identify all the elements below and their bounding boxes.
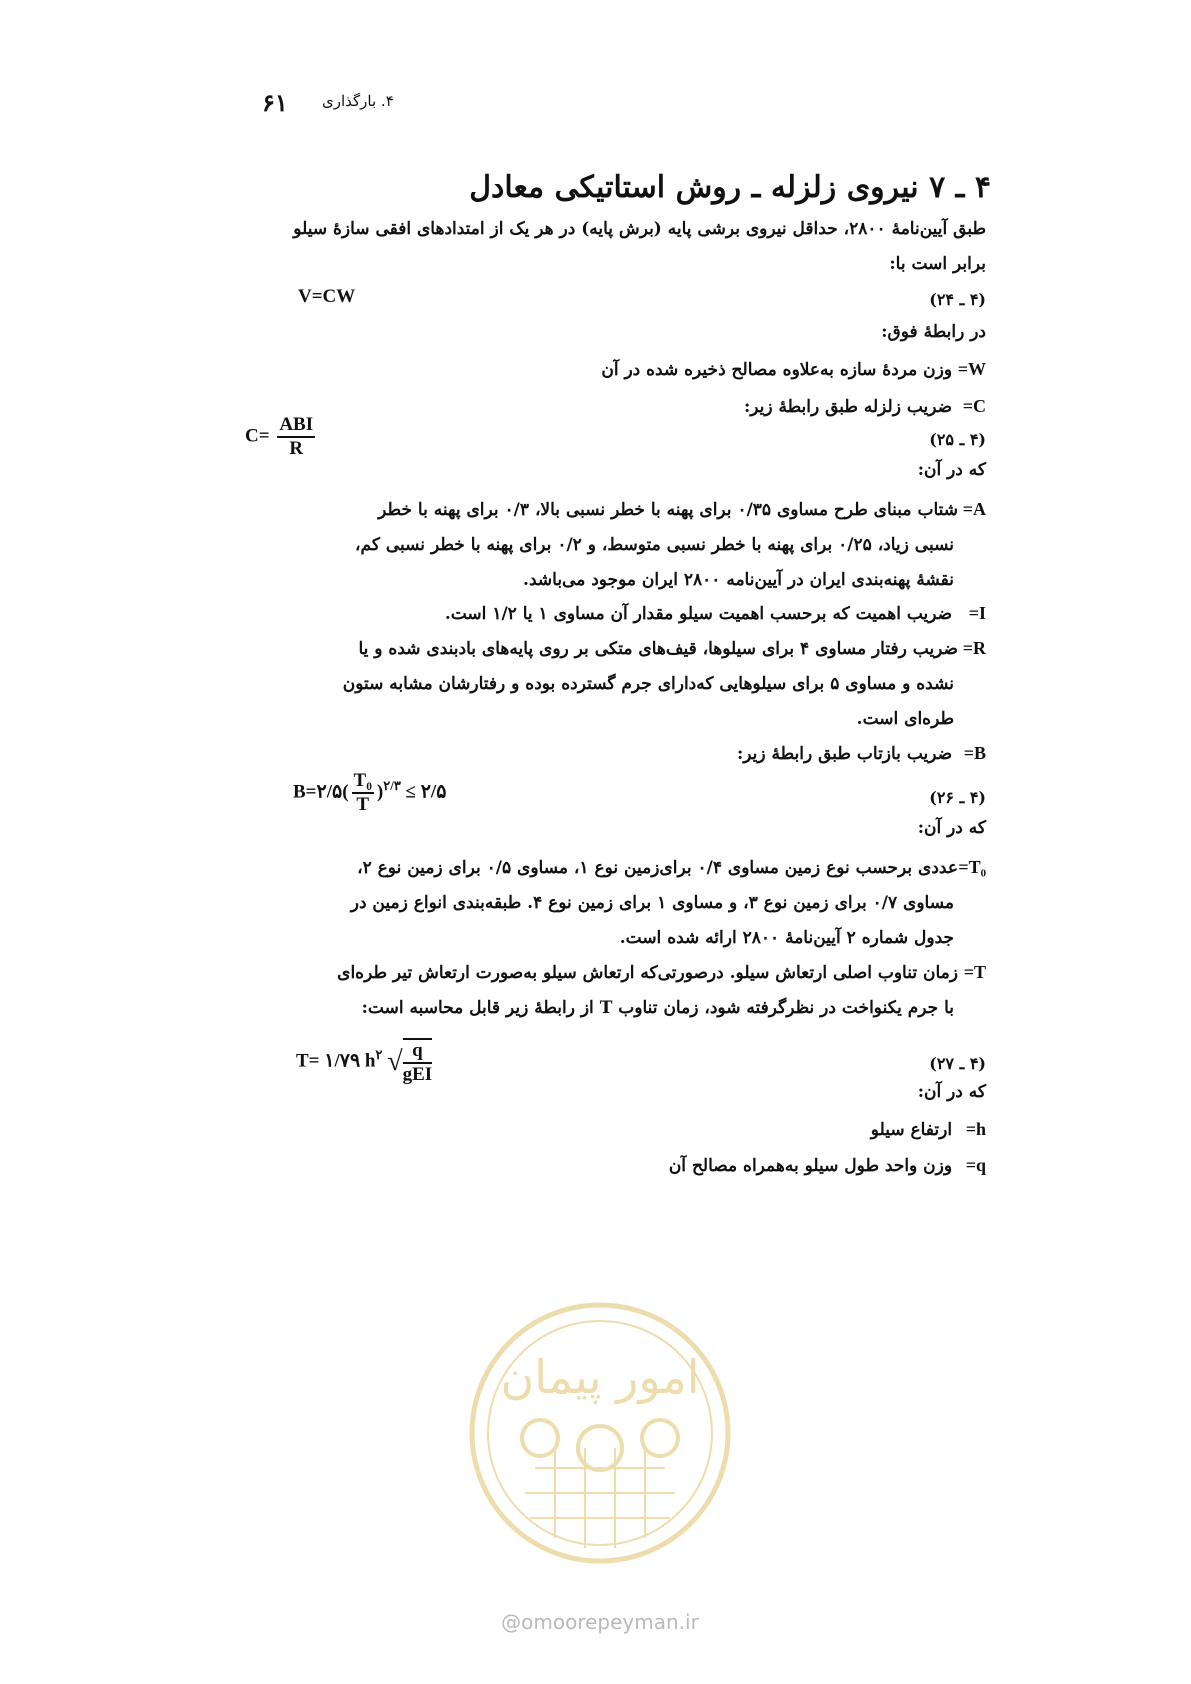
definition-q: [241, 1148, 986, 1184]
definition-T0: [241, 850, 986, 956]
equation-27-label: (۴ ـ ۲۷): [929, 1054, 986, 1073]
definition-T0-line-3: جدول شماره ۲ آیین‌نامهٔ ۲۸۰۰ ارائه شده است.: [619, 928, 954, 948]
equation-26-fraction: [352, 770, 374, 816]
watermark-url: @omoorepeyman.ir: [501, 1610, 699, 1634]
definition-A-line-3: نقشهٔ پهنه‌بندی ایران در آیین‌نامه ۲۸۰۰ ایران موجود می‌باشد.: [523, 570, 954, 590]
definition-R: [241, 631, 986, 737]
where-label-3: که در آن:: [917, 1082, 986, 1102]
watermark-logo-text: امور پیمان: [500, 1350, 700, 1404]
watermark-logo-icon: [465, 1298, 735, 1568]
definition-C-text: ضریب زلزله طبق رابطهٔ زیر:: [743, 397, 953, 417]
equation-24: V=CW: [298, 286, 356, 307]
symbol-I: I=: [968, 603, 986, 623]
definition-B: [241, 736, 986, 772]
section-title: ۴ ـ ۷ نیروی زلزله ـ روش استاتیکی معادل: [469, 170, 991, 205]
intro-line-1: طبق آیین‌نامهٔ ۲۸۰۰، حداقل نیروی برشی پایه (برش پایه) در هر یک از امتدادهای افقی سازهٔ سیلو: [293, 219, 986, 239]
intro-paragraph: [241, 212, 986, 282]
equation-27-fraction: [403, 1038, 433, 1086]
definition-W: [241, 352, 986, 388]
equation-25-lhs: C=: [245, 425, 270, 447]
in-relation-label: در رابطهٔ فوق:: [881, 322, 986, 342]
equation-26-denominator: T: [356, 794, 370, 815]
equation-26-rhs: ≤ ۲/۵: [405, 781, 447, 803]
equation-25-fraction: [277, 414, 315, 460]
symbol-T: T=: [963, 962, 986, 982]
equation-26-close-paren: ): [376, 781, 384, 803]
equation-27-lhs: T= ۱/۷۹ h: [296, 1050, 376, 1072]
equation-26-exponent: ۲/۳: [383, 778, 401, 794]
equation-25-label: (۴ ـ ۲۵): [929, 430, 986, 449]
equation-27-numerator: q: [403, 1040, 433, 1064]
equation-27: [296, 1038, 435, 1086]
equation-24-label: (۴ ـ ۲۴): [929, 290, 986, 309]
running-header-chapter: ۴. بارگذاری: [322, 92, 394, 110]
equation-25-numerator: ABI: [277, 414, 315, 438]
symbol-C: C=: [962, 396, 986, 416]
definition-R-line-1: ضریب رفتار مساوی ۴ برای سیلوها، قیف‌های متکی بر روی پایه‌های بادبندی شده و یا: [358, 639, 958, 659]
definition-C: [241, 389, 986, 425]
definition-A-line-2: نسبی زیاد، ۰/۲۵ برای پهنه با خطر نسبی متوسط، و ۰/۲ برای پهنه با خطر نسبی کم،: [355, 535, 954, 555]
where-label-1: که در آن:: [917, 460, 986, 480]
equation-25-denominator: R: [289, 438, 304, 459]
symbol-q: q=: [965, 1155, 986, 1175]
definition-T0-line-2: مساوی ۰/۷ برای زمین نوع ۳، و مساوی ۱ برای زمین نوع ۴. طبقه‌بندی انواع زمین در: [350, 893, 954, 913]
symbol-R: R=: [962, 638, 986, 658]
intro-line-2: برابر است با:: [889, 254, 986, 274]
definition-I: [241, 596, 986, 632]
definition-T-line-1: زمان تناوب اصلی ارتعاش سیلو. درصورتی‌که ارتعاش سیلو به‌صورت ارتعاش تیر طره‌ای: [337, 963, 958, 983]
definition-W-text: وزن مردهٔ سازه به‌علاوه مصالح ذخیره شده در آن: [601, 360, 953, 380]
definition-q-text: وزن واحد طول سیلو به‌همراه مصالح آن: [668, 1156, 953, 1176]
definition-T0-line-1: عددی برحسب نوع زمین مساوی ۰/۴ برای‌زمین نوع ۱، مساوی ۰/۵ برای زمین نوع ۲،: [357, 858, 958, 878]
definition-T-line-2: با جرم یکنواخت در نظرگرفته شود، زمان تناوب T از رابطهٔ زیر قابل محاسبه است:: [361, 998, 954, 1018]
symbol-A: A=: [962, 499, 986, 519]
symbol-B: B=: [963, 743, 986, 763]
equation-25: [245, 414, 318, 460]
definition-R-line-3: طره‌ای است.: [856, 709, 954, 729]
equation-27-denominator: gEI: [402, 1064, 433, 1085]
symbol-T0: T₀=: [958, 857, 986, 877]
definition-I-text: ضریب اهمیت که برحسب اهمیت سیلو مقدار آن مساوی ۱ یا ۱/۲ است.: [444, 604, 953, 624]
symbol-W: W=: [957, 359, 986, 379]
definition-A-line-1: شتاب مبنای طرح مساوی ۰/۳۵ برای پهنه با خطر نسبی بالا، ۰/۳ برای پهنه با خطر: [378, 500, 958, 520]
definition-R-line-2: نشده و مساوی ۵ برای سیلوهایی که‌دارای جرم گسترده بوده و رفتارشان مشابه ستون: [342, 674, 954, 694]
definition-A: [241, 492, 986, 598]
sqrt-icon: √: [387, 1046, 403, 1077]
definition-B-text: ضریب بازتاب طبق رابطهٔ زیر:: [736, 744, 953, 764]
page-number: ۶۱: [262, 88, 288, 117]
where-label-2: که در آن:: [917, 818, 986, 838]
equation-26-numerator: T₀: [352, 770, 374, 794]
definition-h: [241, 1112, 986, 1148]
equation-26-lhs: B=۲/۵(: [293, 781, 349, 803]
equation-26-label: (۴ ـ ۲۶): [929, 788, 986, 807]
definition-T: [241, 955, 986, 1026]
definition-h-text: ارتفاع سیلو: [870, 1120, 953, 1140]
symbol-h: h=: [965, 1119, 986, 1139]
equation-27-exponent: ۲: [375, 1047, 383, 1063]
equation-26: [293, 770, 446, 816]
